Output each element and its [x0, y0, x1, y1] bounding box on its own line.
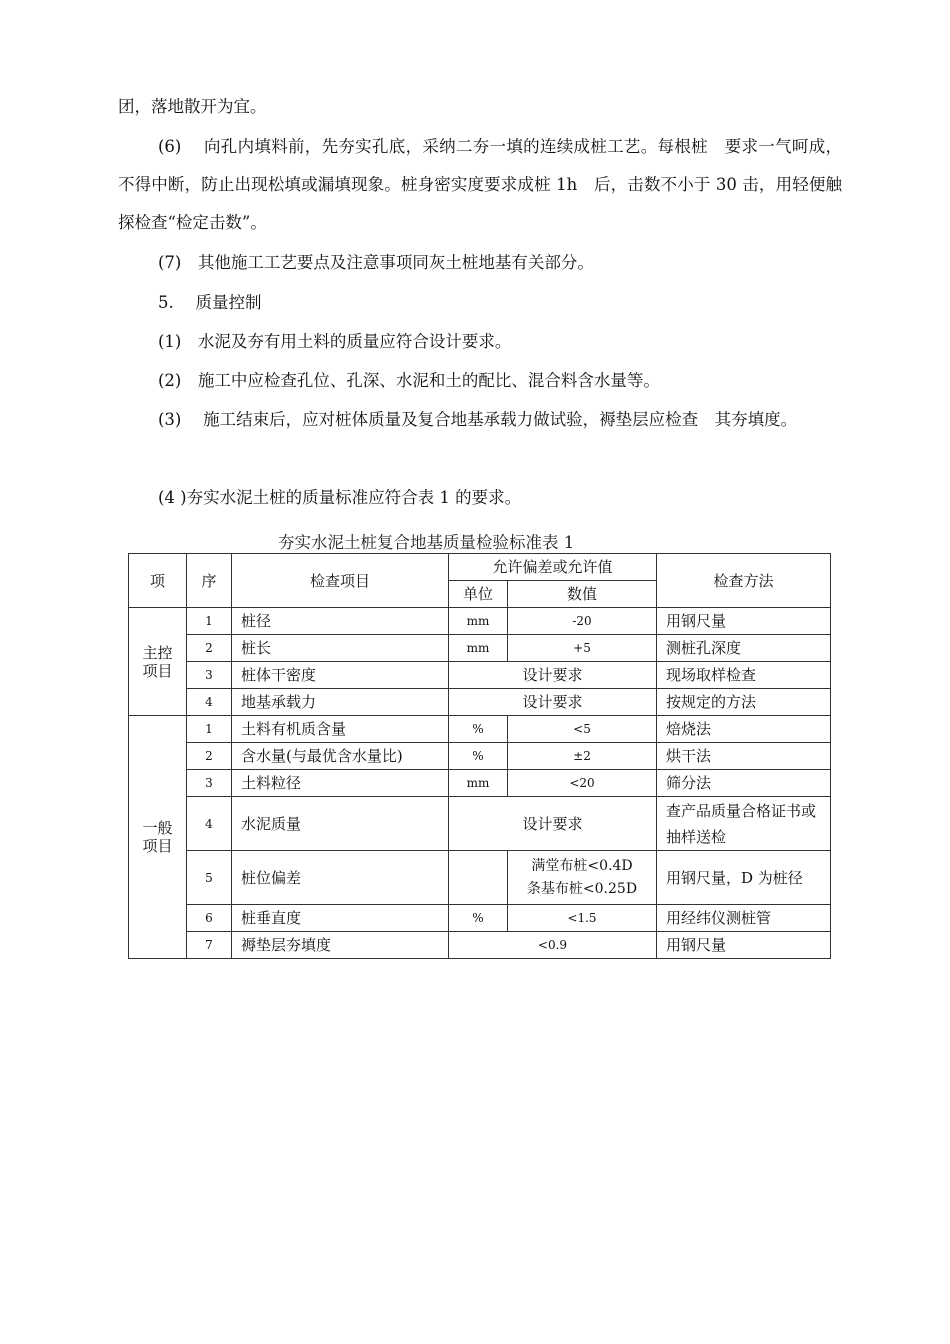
paragraph-qc-3: (3) 施工结束后，应对桩体质量及复合地基承载力做试验，褥垫层应检查 其夯填度。 [158, 410, 798, 429]
paragraph-qc-1: (1) 水泥及夯有用土料的质量应符合设计要求。 [158, 332, 512, 351]
row-method: 查产品质量合格证书或抽样送检 [657, 797, 831, 851]
header-seq: 序 [187, 554, 232, 608]
row-method: 用经纬仪测桩管 [657, 905, 831, 932]
row-merged-value: 设计要求 [449, 797, 657, 851]
row-item: 桩垂直度 [232, 905, 449, 932]
row-merged-value: <0.9 [449, 932, 657, 959]
group-label-general: 一般 项目 [129, 716, 187, 959]
row-value: <1.5 [508, 905, 657, 932]
row-item: 水泥质量 [232, 797, 449, 851]
row-seq: 3 [187, 662, 232, 689]
row-method: 按规定的方法 [657, 689, 831, 716]
table-row [129, 770, 831, 797]
row-item: 桩长 [232, 635, 449, 662]
row-method: 用钢尺量，D 为桩径 [657, 851, 831, 905]
row-method: 用钢尺量 [657, 932, 831, 959]
header-value: 数值 [508, 581, 657, 608]
table-row [129, 608, 831, 635]
header-allowance: 允许偏差或允许值 [449, 554, 657, 581]
header-item: 项 [129, 554, 187, 608]
table-row [129, 743, 831, 770]
table-header-row [129, 554, 831, 581]
group-label-main: 主控 项目 [129, 608, 187, 716]
row-unit: mm [449, 770, 508, 797]
row-method: 焙烧法 [657, 716, 831, 743]
paragraph-qc-4: (4 )夯实水泥土桩的质量标准应符合表 1 的要求。 [158, 488, 522, 507]
row-method: 现场取样检查 [657, 662, 831, 689]
header-check-item: 检查项目 [232, 554, 449, 608]
row-item: 土料粒径 [232, 770, 449, 797]
row-item: 含水量(与最优含水量比) [232, 743, 449, 770]
table-row [129, 716, 831, 743]
table-row [129, 689, 831, 716]
paragraph-continuation: 团，落地散开为宜。 [118, 97, 267, 116]
row-seq: 5 [187, 851, 232, 905]
row-unit: mm [449, 635, 508, 662]
row-unit: % [449, 905, 508, 932]
row-seq: 2 [187, 635, 232, 662]
table-row [129, 932, 831, 959]
quality-standard-table [128, 553, 831, 959]
table-row [129, 635, 831, 662]
paragraph-item-6: (6) 向孔内填料前，先夯实孔底，采纳二夯一填的连续成桩工艺。每根桩 要求一气呵成，不得中断，防止出现松填或漏填现象。桩身密实度要求成桩 1h 后，击数不小于 30 击，用轻便触探检查“检定击数”。 [118, 137, 842, 232]
row-method: 测桩孔深度 [657, 635, 831, 662]
row-value: <5 [508, 716, 657, 743]
section-heading-quality-control: 5. 质量控制 [158, 293, 262, 312]
row-value: <20 [508, 770, 657, 797]
header-method: 检查方法 [657, 554, 831, 608]
row-merged-value: 设计要求 [449, 662, 657, 689]
row-unit: % [449, 716, 508, 743]
row-item: 桩径 [232, 608, 449, 635]
row-seq: 4 [187, 797, 232, 851]
table-row [129, 662, 831, 689]
paragraph-qc-2: (2) 施工中应检查孔位、孔深、水泥和土的配比、混合料含水量等。 [158, 371, 660, 390]
row-value: 满堂布桩<0.4D 条基布桩<0.25D [508, 851, 657, 905]
row-item: 桩体干密度 [232, 662, 449, 689]
row-item: 地基承载力 [232, 689, 449, 716]
row-item: 土料有机质含量 [232, 716, 449, 743]
table-row [129, 905, 831, 932]
row-seq: 3 [187, 770, 232, 797]
table-row [129, 851, 831, 905]
row-seq: 2 [187, 743, 232, 770]
row-method: 烘干法 [657, 743, 831, 770]
row-item: 褥垫层夯填度 [232, 932, 449, 959]
row-unit: mm [449, 608, 508, 635]
table-caption: 夯实水泥土桩复合地基质量检验标准表 1 [278, 533, 575, 552]
row-merged-value: 设计要求 [449, 689, 657, 716]
row-value: -20 [508, 608, 657, 635]
row-seq: 1 [187, 716, 232, 743]
table-row [129, 797, 831, 851]
row-value: ±2 [508, 743, 657, 770]
row-seq: 6 [187, 905, 232, 932]
row-item: 桩位偏差 [232, 851, 449, 905]
row-method: 用钢尺量 [657, 608, 831, 635]
row-value: +5 [508, 635, 657, 662]
header-unit: 单位 [449, 581, 508, 608]
row-method: 筛分法 [657, 770, 831, 797]
paragraph-item-7: (7) 其他施工工艺要点及注意事项同灰土桩地基有关部分。 [158, 253, 594, 272]
row-seq: 7 [187, 932, 232, 959]
row-unit [449, 851, 508, 905]
row-unit: % [449, 743, 508, 770]
row-seq: 4 [187, 689, 232, 716]
row-seq: 1 [187, 608, 232, 635]
